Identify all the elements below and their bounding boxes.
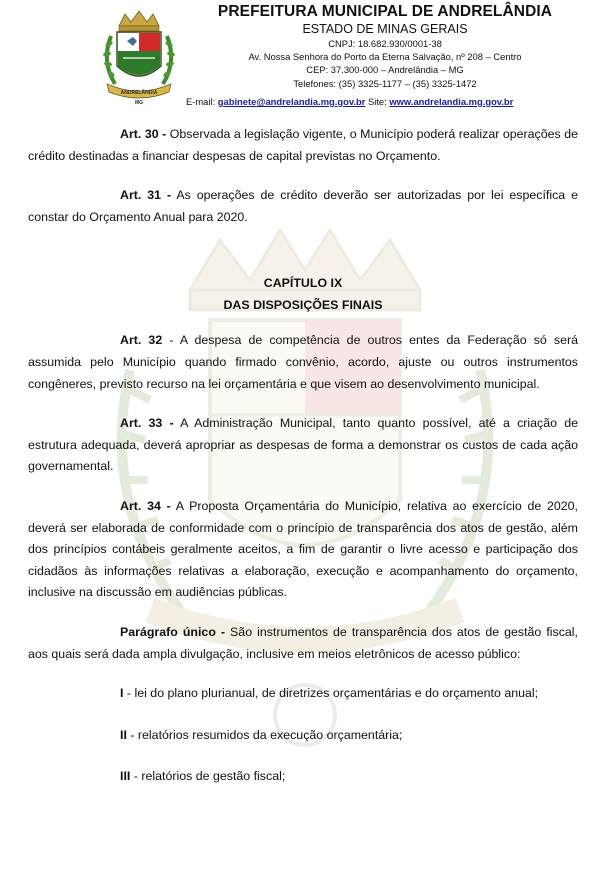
article-34	[28, 496, 578, 604]
chapter-title: DAS DISPOSIÇÕES FINAIS	[223, 298, 383, 313]
item-text: - relatórios de gestão fiscal;	[130, 769, 286, 784]
item-roman-numeral: II	[120, 727, 127, 742]
email-link[interactable]: gabinete@andrelandia.mg.gov.br	[217, 96, 366, 107]
municipal-crest-logo	[97, 6, 181, 106]
document-body	[28, 124, 578, 788]
list-item	[28, 725, 578, 747]
site-label: Site:	[367, 96, 387, 107]
crest-ribbon-text: ANDRELÂNDIA	[120, 90, 158, 96]
address-line: Av. Nossa Senhora do Porto da Eterna Salvação, nº 208 – Centro	[248, 51, 522, 63]
crest-state-text: MG	[134, 100, 144, 106]
article-34-label: Art. 34 -	[120, 498, 171, 513]
article-31	[28, 185, 578, 228]
municipality-title: PREFEITURA MUNICIPAL DE ANDRELÂNDIA	[217, 3, 553, 20]
article-32	[28, 330, 578, 395]
article-30-label: Art. 30 -	[120, 127, 167, 141]
item-text: - lei do plano plurianual, de diretrizes orçamentárias e do orçamento anual;	[123, 686, 539, 701]
article-30-text: Observada a legislação vigente, o Município poderá realizar operações de crédito destinadas a financiar despesas de capital previstas no Orçamento.	[28, 127, 578, 163]
chapter-number: CAPÍTULO IX	[263, 276, 343, 291]
email-label: E-mail:	[186, 96, 216, 107]
list-item	[28, 683, 578, 705]
article-33	[28, 413, 578, 478]
article-31-label: Art. 31 -	[120, 188, 172, 203]
letterhead	[0, 0, 600, 112]
phones-line: Telefones: (35) 3325-1177 – (35) 3325-1472	[293, 77, 477, 89]
item-text: - relatórios resumidos da execução orçamentária;	[126, 727, 403, 742]
sole-paragraph-text: São instrumentos de transparência dos atos de gestão fiscal, aos quais será dada ampla divulgação, inclusive em meios eletrônicos de acesso público:	[28, 624, 578, 661]
sole-paragraph	[28, 622, 578, 665]
article-34-text: A Proposta Orçamentária do Município, relativa ao exercício de 2020, deverá ser elaborada de conformidade com o princípio de transparência dos atos de gestão, além dos princípios contábeis geralmente aceitos, a fim de garantir o livre acesso e participação dos cidadãos às informações relativas a elaboração, execução e acompanhamento do orçamento, inclusive na discussão em audiências públicas.	[28, 498, 578, 600]
article-30	[28, 124, 578, 167]
article-33-label: Art. 33 -	[120, 416, 174, 431]
list-item	[28, 766, 578, 788]
article-32-text: - A despesa de competência de outros entes da Federação só será assumida pelo Município quando firmado convênio, acordo, ajuste ou outros instrumentos congêneres, previsto recurso na lei orçamentária e que visem ao desenvolvimento municipal.	[28, 333, 578, 391]
article-33-text: A Administração Municipal, tanto quanto possível, até a criação de estrutura adequada, deverá apropriar as despesas de forma a demonstrar os custos de cada ação governamental.	[28, 416, 578, 474]
article-31-text: As operações de crédito deverão ser autorizadas por lei específica e constar do Orçamento Anual para 2020.	[28, 188, 578, 224]
article-32-label: Art. 32	[120, 333, 163, 348]
item-roman-numeral: I	[120, 686, 124, 701]
sole-paragraph-label: Parágrafo único -	[120, 624, 226, 639]
contact-line	[186, 95, 586, 108]
state-name: ESTADO DE MINAS GERAIS	[302, 22, 468, 36]
cep-line: CEP: 37.300-000 – Andrelândia – MG	[306, 64, 464, 76]
item-roman-numeral: III	[120, 769, 131, 784]
site-link[interactable]: www.andrelandia.mg.gov.br	[389, 96, 514, 107]
letterhead-text	[190, 3, 580, 90]
cnpj-line: CNPJ: 18.682.930/0001-38	[328, 38, 442, 49]
